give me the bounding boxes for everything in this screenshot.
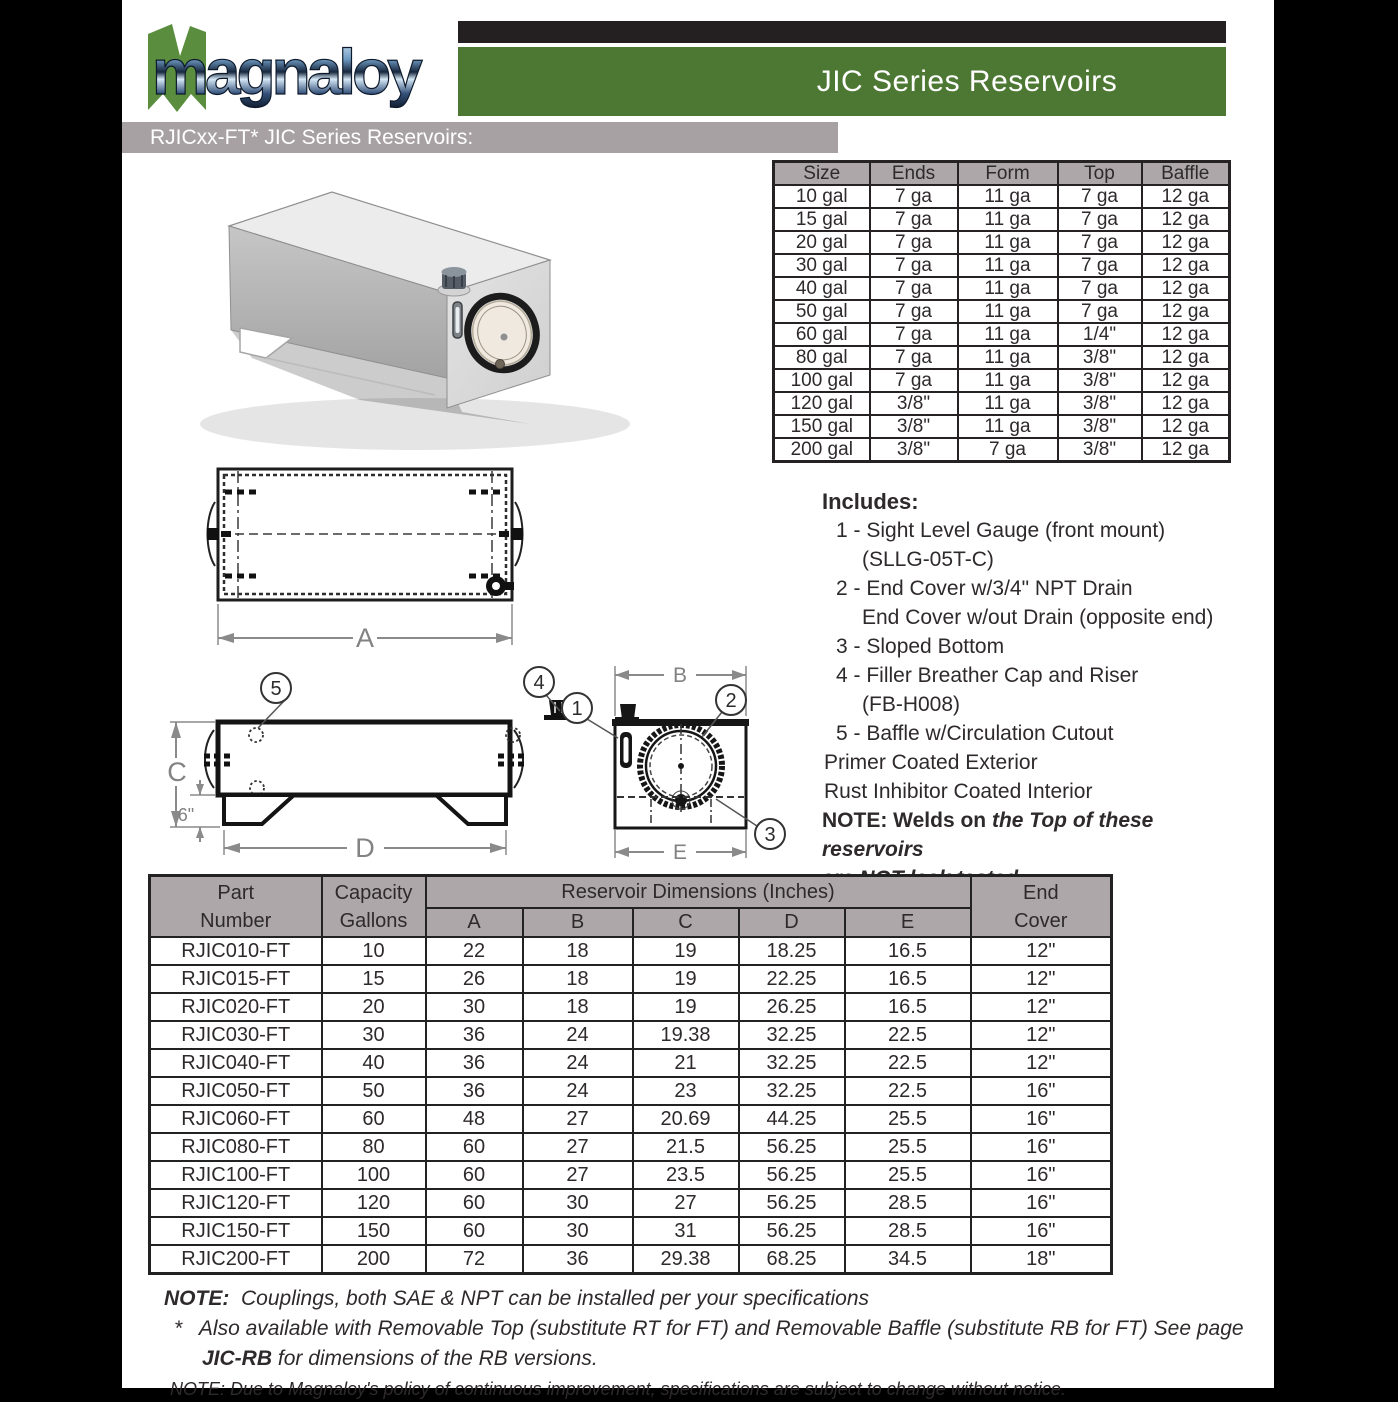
- welds-note-italic: the Top of these reservoirs: [822, 809, 1154, 861]
- filler-handle: [505, 582, 514, 590]
- dim-label-c: C: [167, 757, 187, 787]
- sight-gauge-slot: [456, 307, 460, 333]
- filler-cap: [620, 704, 636, 719]
- dimensions-table-header: [150, 876, 1112, 938]
- isometric-view-drawing: [200, 172, 692, 472]
- footnote-asterisk: * Also available with Removable Top (substitute RT for FT) and Removable Baffle (substitute RB for FT) See page: [174, 1317, 1244, 1340]
- table-row: RJIC120-FT 120 60 30 27 56.25 28.5 16": [150, 1189, 1112, 1217]
- col-header-end-cover: End Cover: [971, 876, 1112, 938]
- dimensions-table-body: [150, 937, 1112, 1274]
- col-header-capacity: Capacity Gallons: [322, 876, 426, 938]
- column-header: Ends: [870, 162, 958, 186]
- table-row: 30 gal 7 ga 11 ga 7 ga 12 ga: [774, 254, 1230, 277]
- filler-cap-center: [492, 582, 500, 590]
- includes-item: 5 - Baffle w/Circulation Cutout: [836, 722, 1114, 745]
- arrowhead: [732, 670, 746, 680]
- welds-note-label: NOTE:: [822, 809, 888, 832]
- end-cover-edge: [514, 730, 523, 788]
- includes-item: 4 - Filler Breather Cap and Riser: [836, 664, 1139, 687]
- table-row: 10 gal 7 ga 11 ga 7 ga 12 ga: [774, 185, 1230, 208]
- page: [122, 0, 1274, 1399]
- table-row: 100 gal 7 ga 11 ga 3/8" 12 ga: [774, 369, 1230, 392]
- arrowhead: [732, 847, 746, 857]
- gauge-table-body: [774, 185, 1230, 462]
- sight-gauge-slot: [624, 737, 629, 763]
- table-row: 150 gal 3/8" 11 ga 3/8" 12 ga: [774, 415, 1230, 438]
- arrowhead: [224, 843, 240, 853]
- cover-clamp: [511, 528, 523, 540]
- footnote-label: NOTE:: [170, 1379, 226, 1399]
- table-row: 60 gal 7 ga 11 ga 1/4" 12 ga: [774, 323, 1230, 346]
- includes-item: Rust Inhibitor Coated Interior: [824, 780, 1093, 803]
- col-header-a: A: [426, 908, 523, 937]
- end-cover-edge: [205, 730, 214, 788]
- welds-note: [822, 806, 1258, 864]
- table-row: RJIC015-FT 15 26 18 19 22.25 16.5 12": [150, 965, 1112, 993]
- includes-item: End Cover w/out Drain (opposite end): [862, 606, 1214, 629]
- jic-rb-ref: JIC-RB: [202, 1347, 273, 1370]
- column-header: Size: [774, 162, 870, 186]
- includes-item: 1 - Sight Level Gauge (front mount): [836, 519, 1166, 542]
- magnaloy-logo-icon: [144, 18, 464, 118]
- asterisk-marker: *: [174, 1317, 183, 1340]
- table-row: RJIC100-FT 100 60 27 23.5 56.25 25.5 16": [150, 1161, 1112, 1189]
- table-row: RJIC150-FT 150 60 30 31 56.25 28.5 16": [150, 1217, 1112, 1245]
- table-row: RJIC050-FT 50 36 24 23 32.25 22.5 16": [150, 1077, 1112, 1105]
- footnotes-section: [164, 1284, 1270, 1402]
- cover-clamp: [499, 531, 509, 537]
- gauge-table-header-row: [774, 162, 1230, 186]
- dim-label-e: E: [672, 841, 688, 864]
- arrowhead: [496, 633, 512, 643]
- col-header-c: C: [633, 908, 739, 937]
- subtitle-bar: [122, 122, 838, 153]
- cover-bolt: [501, 334, 508, 341]
- tank-leg: [436, 795, 506, 824]
- table-row: RJIC060-FT 60 48 27 20.69 44.25 25.5 16": [150, 1105, 1112, 1133]
- column-header: Form: [958, 162, 1058, 186]
- col-header-b: B: [523, 908, 633, 937]
- subtitle-text: RJICxx-FT* JIC Series Reservoirs:: [150, 125, 474, 149]
- magnaloy-logo: [144, 18, 464, 118]
- col-header-dimensions-group: Reservoir Dimensions (Inches): [426, 876, 971, 909]
- callout-1: 1: [571, 698, 583, 720]
- arrowhead: [615, 670, 629, 680]
- filler-riser: [615, 717, 639, 720]
- callout-4: 4: [533, 672, 545, 694]
- includes-item: Primer Coated Exterior: [824, 751, 1038, 774]
- header-green-banner: [458, 47, 1226, 116]
- dim-label-a: A: [355, 623, 375, 652]
- table-row: RJIC010-FT 10 22 18 19 18.25 16.5 12": [150, 937, 1112, 965]
- table-row: 40 gal 7 ga 11 ga 7 ga 12 ga: [774, 277, 1230, 300]
- includes-item: 2 - End Cover w/3/4" NPT Drain: [836, 577, 1133, 600]
- footnote-jic-rb: JIC-RB for dimensions of the RB versions.: [202, 1347, 598, 1370]
- includes-list: [822, 516, 1258, 806]
- col-header-e: E: [845, 908, 971, 937]
- col-header-d: D: [739, 908, 845, 937]
- tank-leg: [224, 795, 294, 824]
- callout-2: 2: [725, 690, 737, 712]
- table-row: RJIC080-FT 80 60 27 21.5 56.25 25.5 16": [150, 1133, 1112, 1161]
- table-row: RJIC200-FT 200 72 36 29.38 68.25 34.5 18": [150, 1245, 1112, 1274]
- gauge-table: [772, 160, 1231, 463]
- logo-text: magnaloy: [152, 36, 419, 108]
- end-view-drawing: [550, 658, 802, 888]
- includes-item: (FB-H008): [862, 693, 961, 716]
- column-header: Baffle: [1142, 162, 1230, 186]
- cover-drain: [496, 360, 505, 369]
- table-row: RJIC040-FT 40 36 24 21 32.25 22.5 12": [150, 1049, 1112, 1077]
- arrowhead: [490, 843, 506, 853]
- cover-drain: [675, 794, 687, 806]
- callout-5: 5: [270, 678, 282, 700]
- includes-section: [822, 487, 1258, 893]
- includes-heading: Includes:: [822, 489, 919, 514]
- table-row: RJIC020-FT 20 30 18 19 26.25 16.5 12": [150, 993, 1112, 1021]
- dim-label-d: D: [355, 833, 375, 863]
- tank-outline: [615, 722, 746, 828]
- footnote-couplings: NOTE: Couplings, both SAE & NPT can be installed per your specifications: [164, 1287, 870, 1310]
- banner-title: JIC Series Reservoirs: [816, 64, 1118, 98]
- dim-label-b: B: [672, 664, 688, 687]
- table-row: 200 gal 3/8" 7 ga 3/8" 12 ga: [774, 438, 1230, 462]
- top-view-drawing: [205, 462, 585, 652]
- dimensions-table: [148, 874, 1113, 1275]
- header-dark-bar: [458, 21, 1226, 43]
- arrowhead: [171, 722, 181, 738]
- table-row: RJIC030-FT 30 36 24 19.38 32.25 22.5 12": [150, 1021, 1112, 1049]
- table-row: 80 gal 7 ga 11 ga 3/8" 12 ga: [774, 346, 1230, 369]
- table-row: 15 gal 7 ga 11 ga 7 ga 12 ga: [774, 208, 1230, 231]
- callout-3: 3: [764, 824, 776, 846]
- column-header: Top: [1058, 162, 1142, 186]
- cover-center: [678, 763, 684, 769]
- dim-label-leg: 6": [177, 805, 195, 825]
- arrowhead: [196, 784, 204, 795]
- arrowhead: [196, 827, 204, 838]
- includes-item: 3 - Sloped Bottom: [836, 635, 1005, 658]
- cover-clamp: [221, 531, 231, 537]
- table-row: 50 gal 7 ga 11 ga 7 ga 12 ga: [774, 300, 1230, 323]
- arrowhead: [218, 633, 234, 643]
- cover-clamp: [207, 528, 219, 540]
- table-row: 120 gal 3/8" 11 ga 3/8" 12 ga: [774, 392, 1230, 415]
- table-row: 20 gal 7 ga 11 ga 7 ga 12 ga: [774, 231, 1230, 254]
- welds-note-bold: Welds on: [893, 809, 987, 832]
- arrowhead: [615, 847, 629, 857]
- includes-item: (SLLG-05T-C): [862, 548, 994, 571]
- footnote-label: NOTE:: [164, 1287, 230, 1310]
- col-header-part: Part Number: [150, 876, 322, 938]
- footnote-disclaimer: NOTE: Due to Magnaloy's policy of continuous improvement, specifications are subject to change without notice.: [170, 1379, 1066, 1399]
